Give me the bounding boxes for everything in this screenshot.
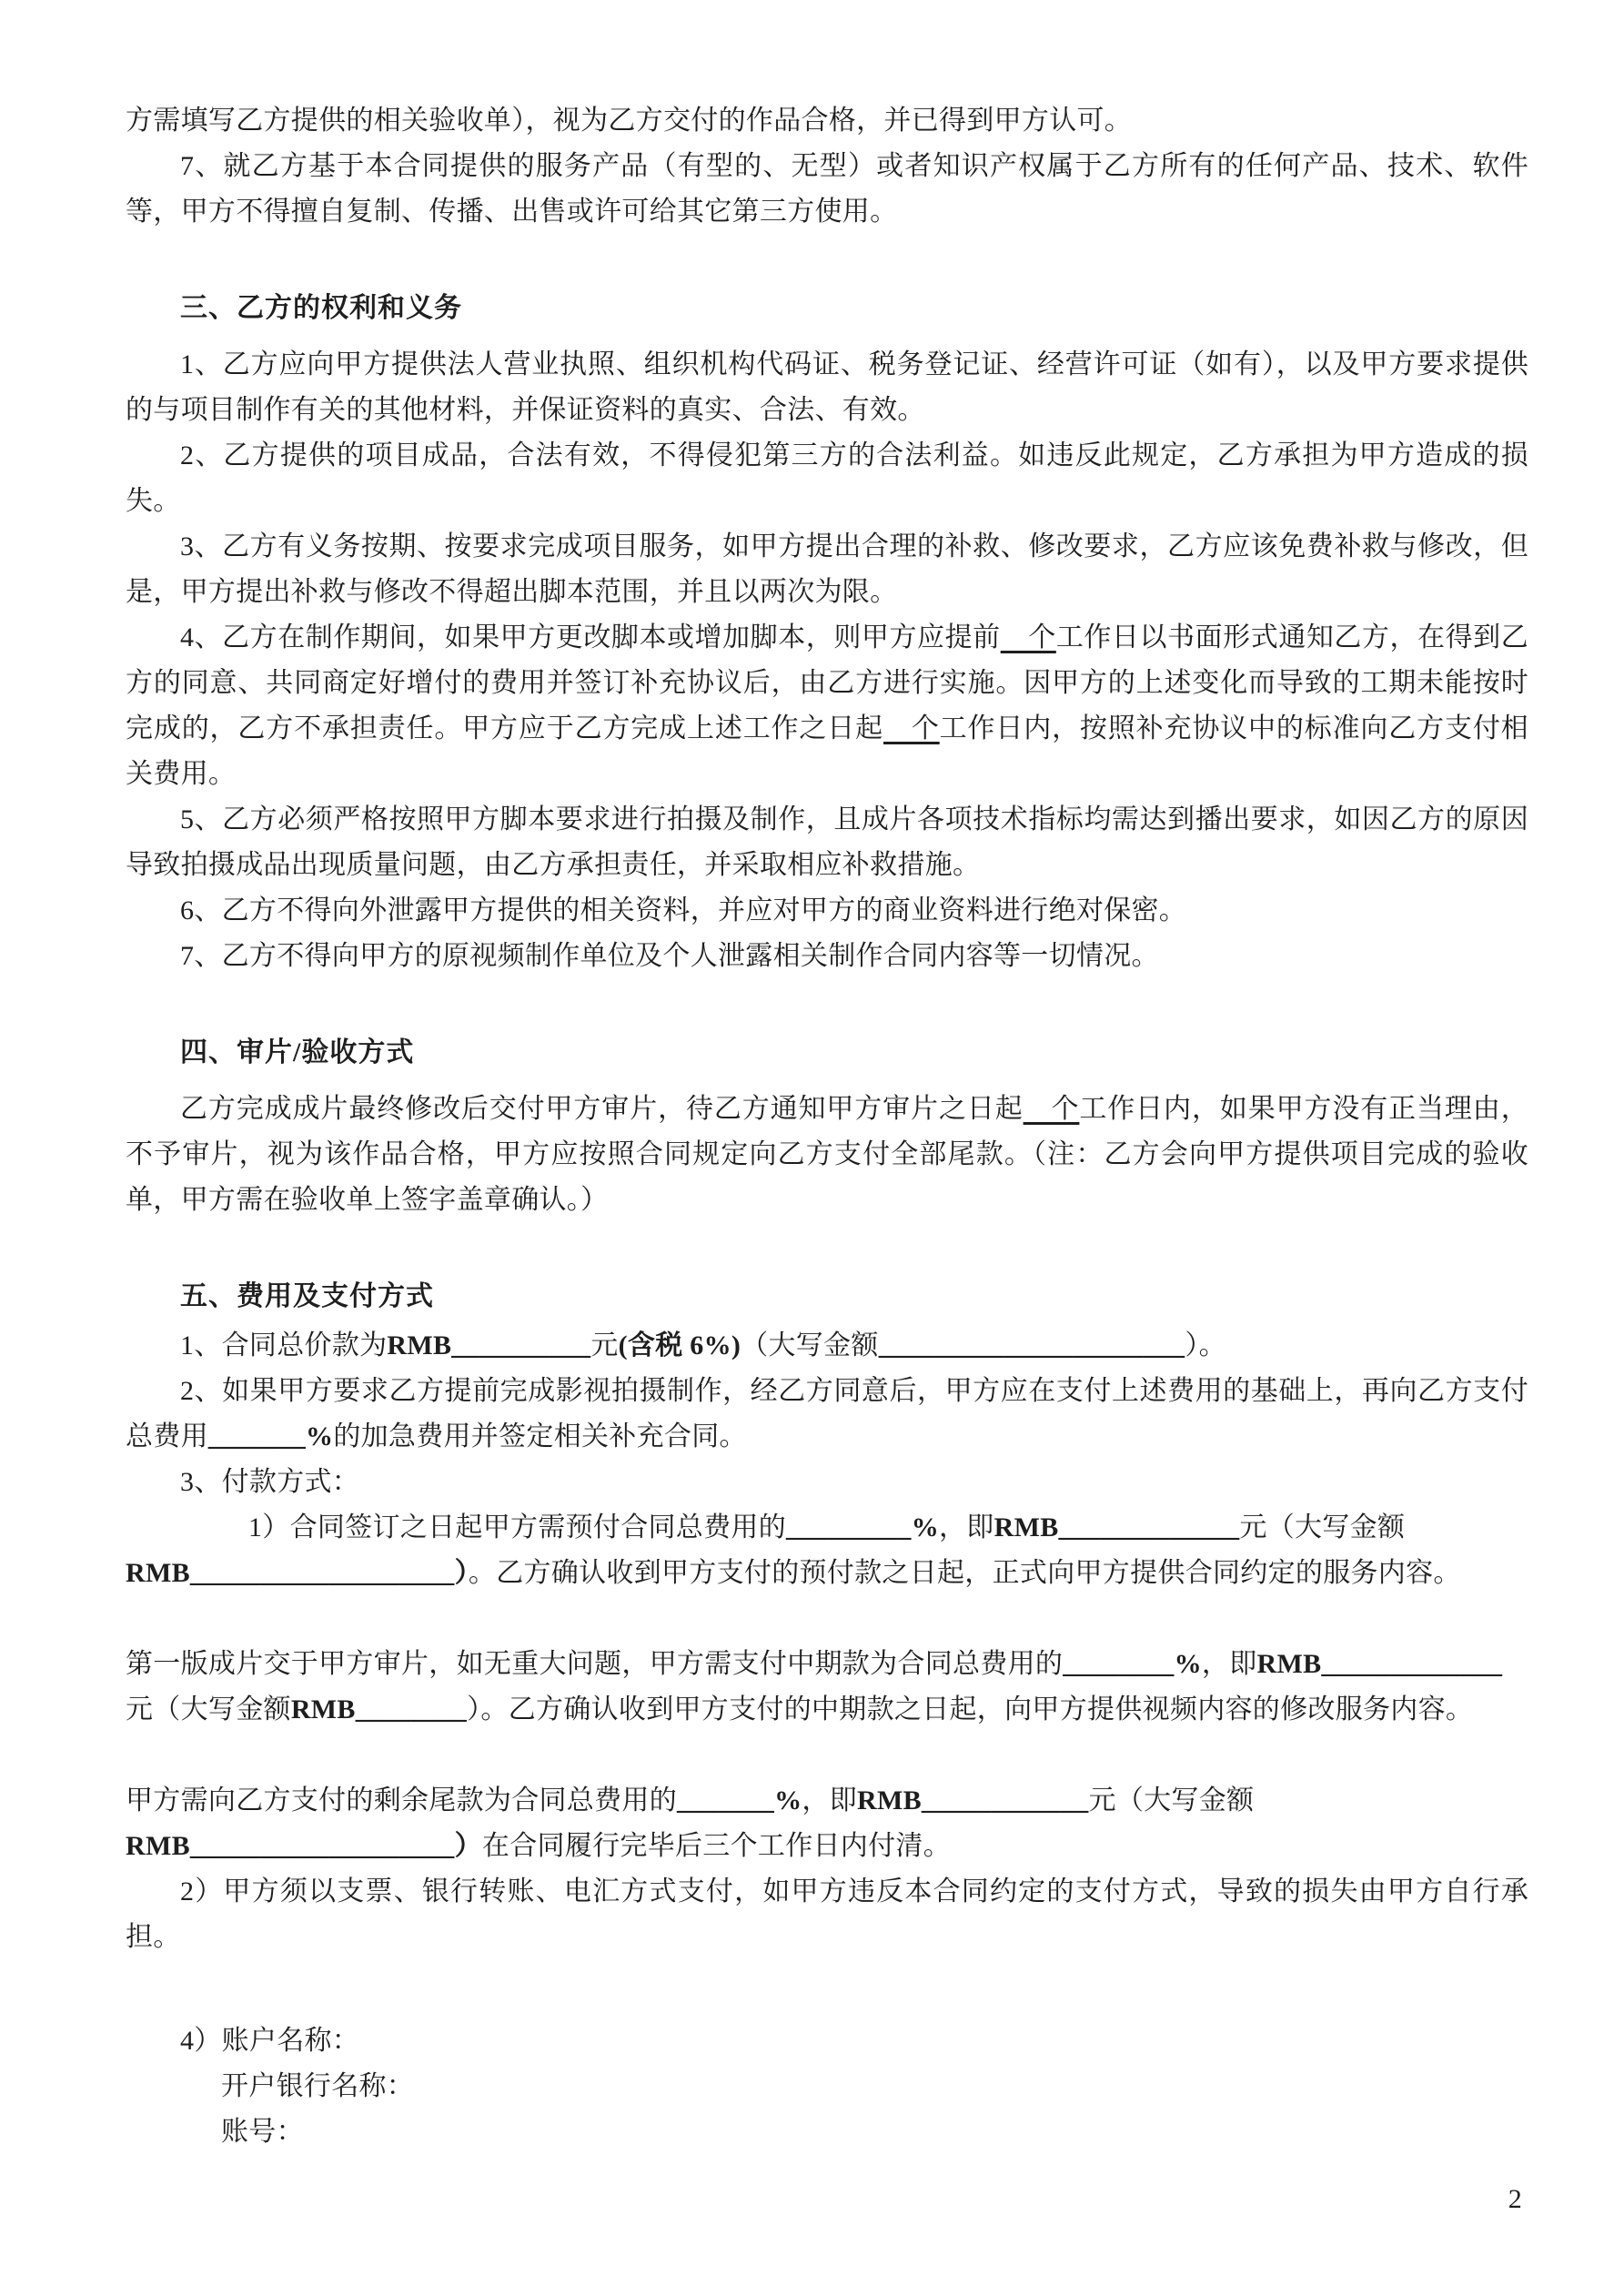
text-run: 2）甲方须以支票、银行转账、电汇方式支付，如甲方违反本合同约定的支付方式，导致的损失由甲方自行承担。	[126, 1876, 1528, 1952]
clause-payment-method	[126, 1869, 1528, 1960]
text-run: ，即	[939, 1512, 994, 1542]
text-run: 元（大写金额	[1239, 1512, 1406, 1542]
text-run: ，即	[1201, 1649, 1257, 1679]
text-run: 1）合同签订之日起甲方需预付合同总费用的	[248, 1512, 786, 1542]
text-run: 在合同履行完毕后三个工作日内付清。	[481, 1831, 951, 1861]
text-run: RMB___________________）	[126, 1831, 482, 1861]
text-run: （大写金额	[741, 1330, 879, 1360]
clause-3-6	[126, 888, 1528, 934]
text-run: 账号：	[221, 2117, 304, 2147]
fill-in-blank: 个	[1000, 622, 1056, 652]
text-run: 2、乙方提供的项目成品，合法有效，不得侵犯第三方的合法利益。如违反此规定，乙方承担为甲方造成的损失。	[126, 440, 1528, 516]
section-5-heading	[126, 1274, 1528, 1320]
clause-3-1	[126, 342, 1528, 433]
section-3-heading	[126, 286, 1528, 331]
contract-body	[126, 98, 1528, 2155]
fill-in-blank: 个	[883, 713, 940, 743]
text-run: RMB________	[290, 1694, 468, 1725]
account-number-line	[126, 2109, 1528, 2155]
text-run: 开户银行名称：	[221, 2071, 415, 2101]
clause-3-4	[126, 615, 1528, 797]
text-run: 的加急费用并签定相关补充合同。	[333, 1421, 747, 1451]
text-run: 四、审片/验收方式	[180, 1037, 415, 1067]
payment-term-1-line1	[126, 1505, 1528, 1551]
text-run: 元	[590, 1330, 619, 1360]
text-run: RMB_____________	[994, 1512, 1240, 1542]
text-run: 4）账户名称：	[180, 2026, 360, 2056]
text-run: (含税 6%)	[618, 1330, 741, 1360]
text-run: 工作日内，按照补充协议中的标准向乙方支付相关费用。	[126, 713, 1528, 789]
payment-midterm-line2	[126, 1687, 1528, 1733]
bank-name-line	[126, 2064, 1528, 2109]
section-4-heading	[126, 1030, 1528, 1076]
text-run: 1、乙方应向甲方提供法人营业执照、组织机构代码证、税务登记证、经营许可证（如有），以及甲方要求提供的与项目制作有关的其他材料，并保证资料的真实、合法、有效。	[126, 349, 1528, 425]
text-run: 5、乙方必须严格按照甲方脚本要求进行拍摄及制作，且成片各项技术指标均需达到播出要求，如因乙方的原因导致拍摄成品出现质量问题，由乙方承担责任，并采取相应补救措施。	[126, 804, 1528, 880]
text-run: _______%	[677, 1785, 802, 1816]
clause-3-7	[126, 934, 1528, 979]
text-run: 元（大写金额	[1088, 1785, 1255, 1816]
clause-5-1	[126, 1323, 1528, 1369]
text-run: 3、付款方式：	[180, 1467, 360, 1497]
text-run: ）。乙方确认收到甲方支付的中期款之日起，向甲方提供视频内容的修改服务内容。	[467, 1694, 1474, 1725]
text-run: 1、合同总价款为	[180, 1330, 388, 1360]
text-run: 第一版成片交于甲方审片，如无重大问题，甲方需支付中期款为合同总费用的	[126, 1649, 1064, 1679]
text-run: _________%	[786, 1512, 939, 1542]
text-run: 3、乙方有义务按期、按要求完成项目服务，如甲方提出合理的补救、修改要求，乙方应该免费补救与修改，但是，甲方提出补救与修改不得超出脚本范围，并且以两次为限。	[126, 531, 1528, 607]
clause-5-2	[126, 1369, 1528, 1460]
text-run: 甲方需向乙方支付的剩余尾款为合同总费用的	[126, 1785, 677, 1816]
payment-final-line2	[126, 1824, 1528, 1869]
text-run: 工作日内，如果甲方没有正当理由，不予审片，视为该作品合格，甲方应按照合同规定向乙方支付全部尾款。（注：乙方会向甲方提供项目完成的验收单，甲方需在验收单上签字盖章确认。）	[126, 1094, 1528, 1215]
clause-continuation	[126, 98, 1528, 144]
clause-5-3	[126, 1460, 1528, 1505]
text-run: 4、乙方在制作期间，如果甲方更改脚本或增加脚本，则甲方应提前	[180, 622, 1001, 652]
payment-midterm-line1	[126, 1642, 1528, 1687]
text-run: 7、就乙方基于本合同提供的服务产品（有型的、无型）或者知识产权属于乙方所有的任何产品、技术、软件等，甲方不得擅自复制、传播、出售或许可给其它第三方使用。	[126, 151, 1528, 227]
text-run: ______________________	[878, 1330, 1185, 1360]
section-4-paragraph	[126, 1087, 1528, 1223]
text-run: ，即	[802, 1785, 858, 1816]
text-run: RMB___________________）	[126, 1558, 469, 1588]
text-run: 方需填写乙方提供的相关验收单），视为乙方交付的作品合格，并已得到甲方认可。	[126, 106, 1133, 136]
text-run: 。乙方确认收到甲方支付的预付款之日起，正式向甲方提供合同约定的服务内容。	[468, 1558, 1461, 1588]
fill-in-blank: 个	[1023, 1094, 1080, 1124]
clause-3-3	[126, 524, 1528, 615]
text-run: 工作日以书面形式通知乙方，在得到乙方的同意、共同商定好增付的费用并签订补充协议后，由乙方进行实施。因甲方的上述变化而导致的工期未能按时完成的，乙方不承担责任。甲方应于乙方完成上述工作之日起	[126, 622, 1529, 743]
payment-term-1-line2	[126, 1551, 1528, 1596]
clause-3-5	[126, 797, 1528, 888]
text-run: RMB____________	[857, 1785, 1089, 1816]
text-run: 三、乙方的权利和义务	[180, 293, 462, 323]
text-run: RMB__________	[387, 1330, 591, 1360]
account-name-line	[126, 2018, 1528, 2064]
text-run: ________%	[1063, 1649, 1202, 1679]
text-run: 乙方完成成片最终修改后交付甲方审片，待乙方通知甲方审片之日起	[180, 1094, 1024, 1124]
text-run: 2、如果甲方要求乙方提前完成影视拍摄制作，经乙方同意后，甲方应在支付上述费用的基础上，再向乙方支付总费用	[126, 1376, 1528, 1451]
text-run: 7、乙方不得向甲方的原视频制作单位及个人泄露相关制作合同内容等一切情况。	[180, 941, 1159, 971]
text-run: ）。	[1185, 1330, 1226, 1360]
text-run: 五、费用及支付方式	[180, 1281, 434, 1311]
clause-3-2	[126, 433, 1528, 524]
payment-final-line1	[126, 1778, 1528, 1824]
text-run: 元（大写金额	[126, 1694, 291, 1725]
text-run: 6、乙方不得向外泄露甲方提供的相关资料，并应对甲方的商业资料进行绝对保密。	[180, 895, 1187, 925]
text-run: RMB_____________	[1256, 1649, 1503, 1679]
page-number: 2	[1508, 2184, 1522, 2214]
text-run: _______%	[207, 1421, 334, 1451]
clause-2-7	[126, 144, 1528, 235]
